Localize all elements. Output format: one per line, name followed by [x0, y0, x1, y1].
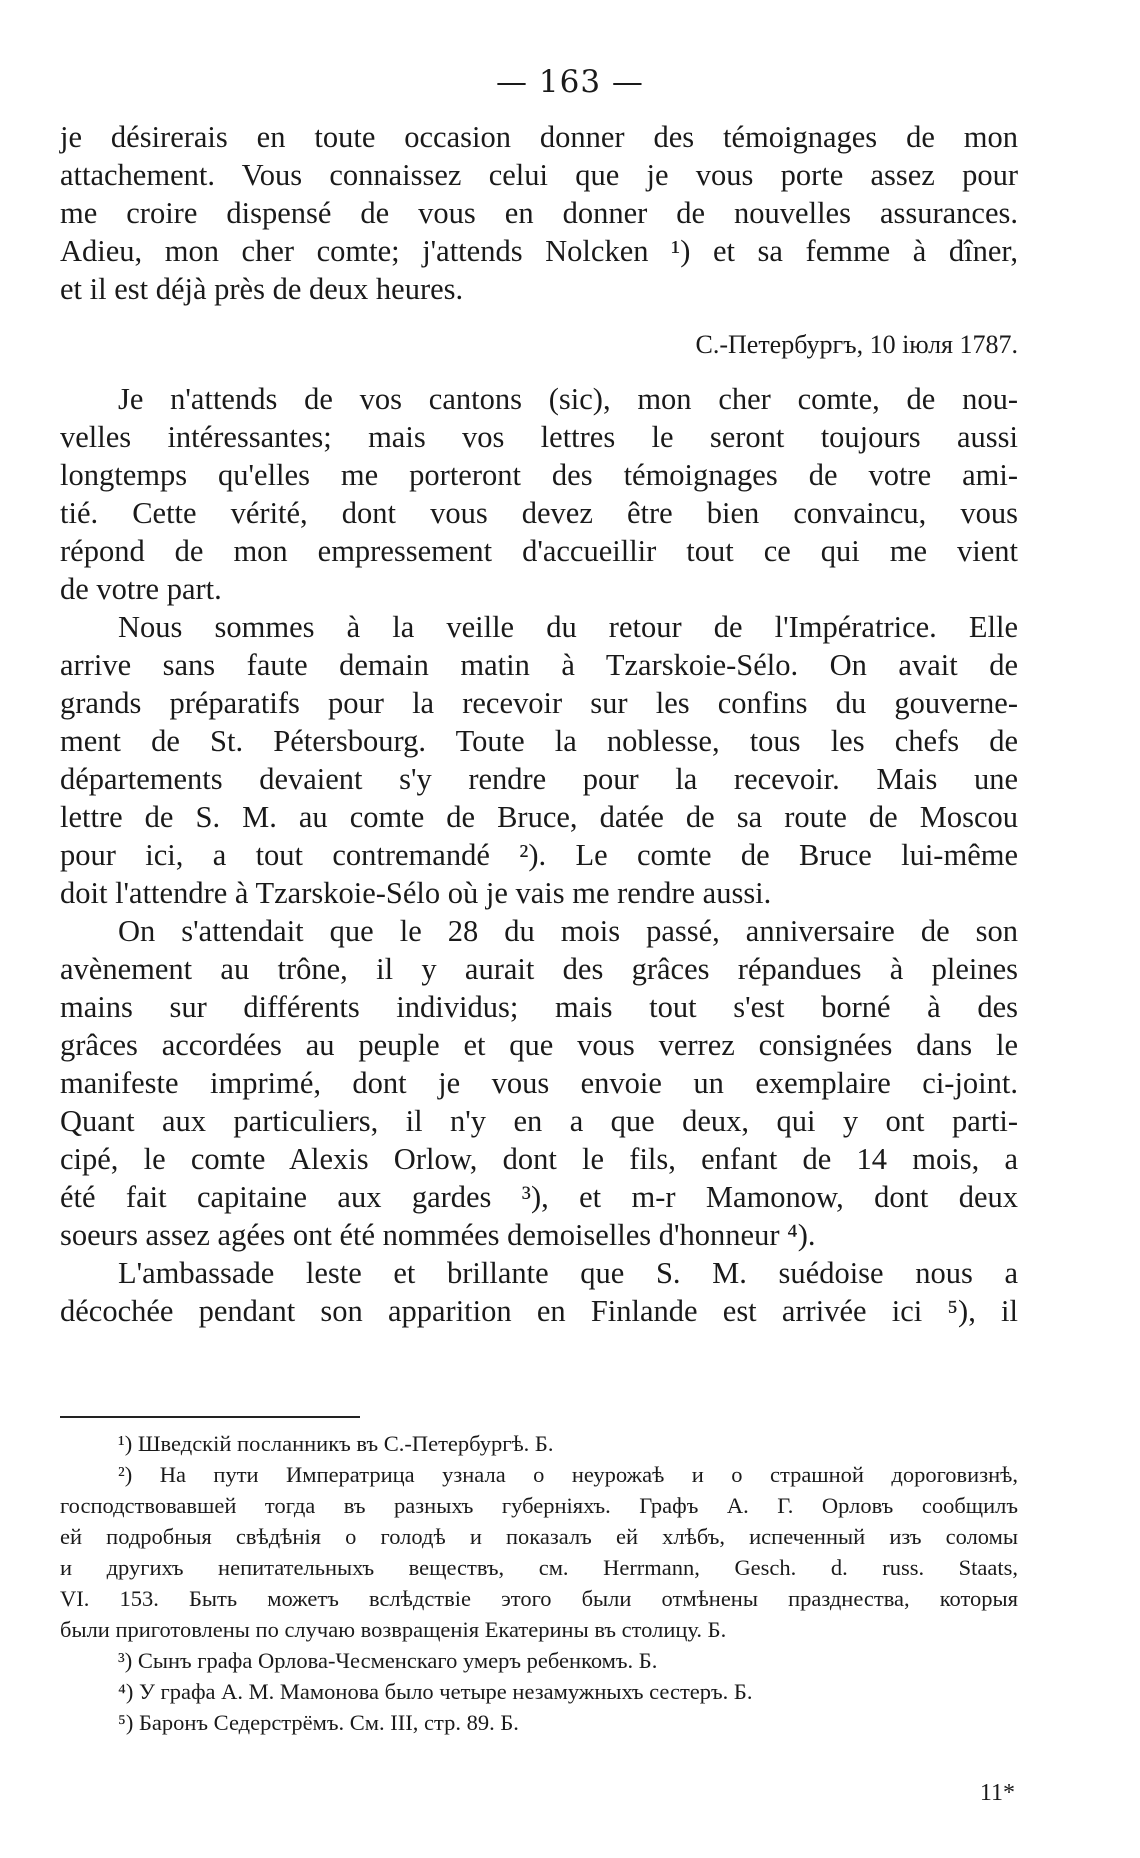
text-line: On s'attendait que le 28 du mois passé, anniversaire de son — [118, 914, 1018, 948]
text-line: grands préparatifs pour la recevoir sur les confins du gouverne- — [60, 686, 1018, 720]
text-line: grâces accordées au peuple et que vous verrez consignées dans le — [60, 1028, 1018, 1062]
text-line: et il est déjà près de deux heures. — [60, 272, 464, 306]
footnote-divider — [60, 1416, 360, 1418]
text-line: je désirerais en toute occasion donner des témoignages de mon — [60, 120, 1018, 154]
footnotes — [60, 1428, 1018, 1738]
text-line: me croire dispensé de vous en donner de nouvelles assurances. — [60, 196, 1018, 230]
text-line: soeurs assez agées ont été nommées demoiselles d'honneur ⁴). — [60, 1218, 816, 1252]
footnote-line: и другихъ непитательныхъ веществъ, см. Herrmann, Gesch. d. russ. Staats, — [60, 1555, 1018, 1580]
footnote-line: ⁵) Баронъ Седерстрёмъ. См. III, стр. 89. Б. — [118, 1710, 519, 1735]
footnote-line: ей подробныя свѣдѣнія о голодѣ и показалъ ей хлѣбъ, испеченный изъ соломы — [60, 1524, 1018, 1549]
text-line: départements devaient s'y rendre pour la recevoir. Mais une — [60, 762, 1018, 796]
footnote-line: господствовавшей тогда въ разныхъ губерніяхъ. Графъ А. Г. Орловъ сообщилъ — [60, 1493, 1018, 1518]
text-line: répond de mon empressement d'accueillir tout ce qui me vient — [60, 534, 1018, 568]
text-line: mains sur différents individus; mais tout s'est borné à des — [60, 990, 1018, 1024]
text-line: tié. Cette vérité, dont vous devez être bien convaincu, vous — [60, 496, 1018, 530]
text-line: velles intéressantes; mais vos lettres le seront toujours aussi — [60, 420, 1018, 454]
footnote-line: VI. 153. Быть можетъ вслѣдствіе этого были отмѣнены празднества, которыя — [60, 1586, 1018, 1611]
text-line: cipé, le comte Alexis Orlow, dont le fils, enfant de 14 mois, a — [60, 1142, 1018, 1176]
text-line: avènement au trône, il y aurait des grâces répandues à pleines — [60, 952, 1018, 986]
footnote-line: были приготовлены по случаю возвращенія Екатерины въ столицу. Б. — [60, 1617, 727, 1642]
signature-mark: 11* — [979, 1780, 1015, 1806]
text-line: longtemps qu'elles me porteront des témoignages de votre ami- — [60, 458, 1018, 492]
letter-body — [60, 380, 1018, 1330]
text-line: pour ici, a tout contremandé ²). Le comte de Bruce lui-même — [60, 838, 1018, 872]
letter-closing-paragraph — [60, 118, 1018, 308]
text-line: Nous sommes à la veille du retour de l'Impératrice. Elle — [118, 610, 1018, 644]
text-line: Quant aux particuliers, il n'y en a que deux, qui y ont parti- — [60, 1104, 1018, 1138]
footnote-line: ³) Сынъ графа Орлова-Чесменскаго умеръ ребенкомъ. Б. — [118, 1648, 658, 1673]
text-line: ment de St. Pétersbourg. Toute la noblesse, tous les chefs de — [60, 724, 1018, 758]
page-number-header: — 163 — — [496, 64, 644, 100]
text-line: de votre part. — [60, 572, 222, 606]
text-line: arrive sans faute demain matin à Tzarskoie-Sélo. On avait de — [60, 648, 1018, 682]
text-line: lettre de S. M. au comte de Bruce, datée de sa route de Moscou — [60, 800, 1018, 834]
text-line: doit l'attendre à Tzarskoie-Sélo où je vais me rendre aussi. — [60, 876, 772, 910]
footnote-line: ²) На пути Императрица узнала о неурожаѣ и о страшной дороговизнѣ, — [118, 1462, 1018, 1487]
footnote-line: ¹) Шведскій посланникъ въ С.-Петербургѣ. Б. — [118, 1431, 554, 1456]
text-line: Je n'attends de vos cantons (sic), mon cher comte, de nou- — [118, 382, 1018, 416]
text-line: Adieu, mon cher comte; j'attends Nolcken ¹) et sa femme à dîner, — [60, 234, 1018, 268]
text-line: décochée pendant son apparition en Finlande est arrivée ici ⁵), il — [60, 1294, 1018, 1328]
text-line: été fait capitaine aux gardes ³), et m-r Mamonow, dont deux — [60, 1180, 1018, 1214]
text-line: L'ambassade leste et brillante que S. M. suédoise nous a — [118, 1256, 1018, 1290]
text-line: manifeste imprimé, dont je vous envoie un exemplaire ci-joint. — [60, 1066, 1018, 1100]
letter-dateline: С.-Петербургъ, 10 іюля 1787. — [695, 330, 1018, 359]
text-line: attachement. Vous connaissez celui que je vous porte assez pour — [60, 158, 1018, 192]
footnote-line: ⁴) У графа А. М. Мамонова было четыре незамужныхъ сестеръ. Б. — [118, 1679, 753, 1704]
